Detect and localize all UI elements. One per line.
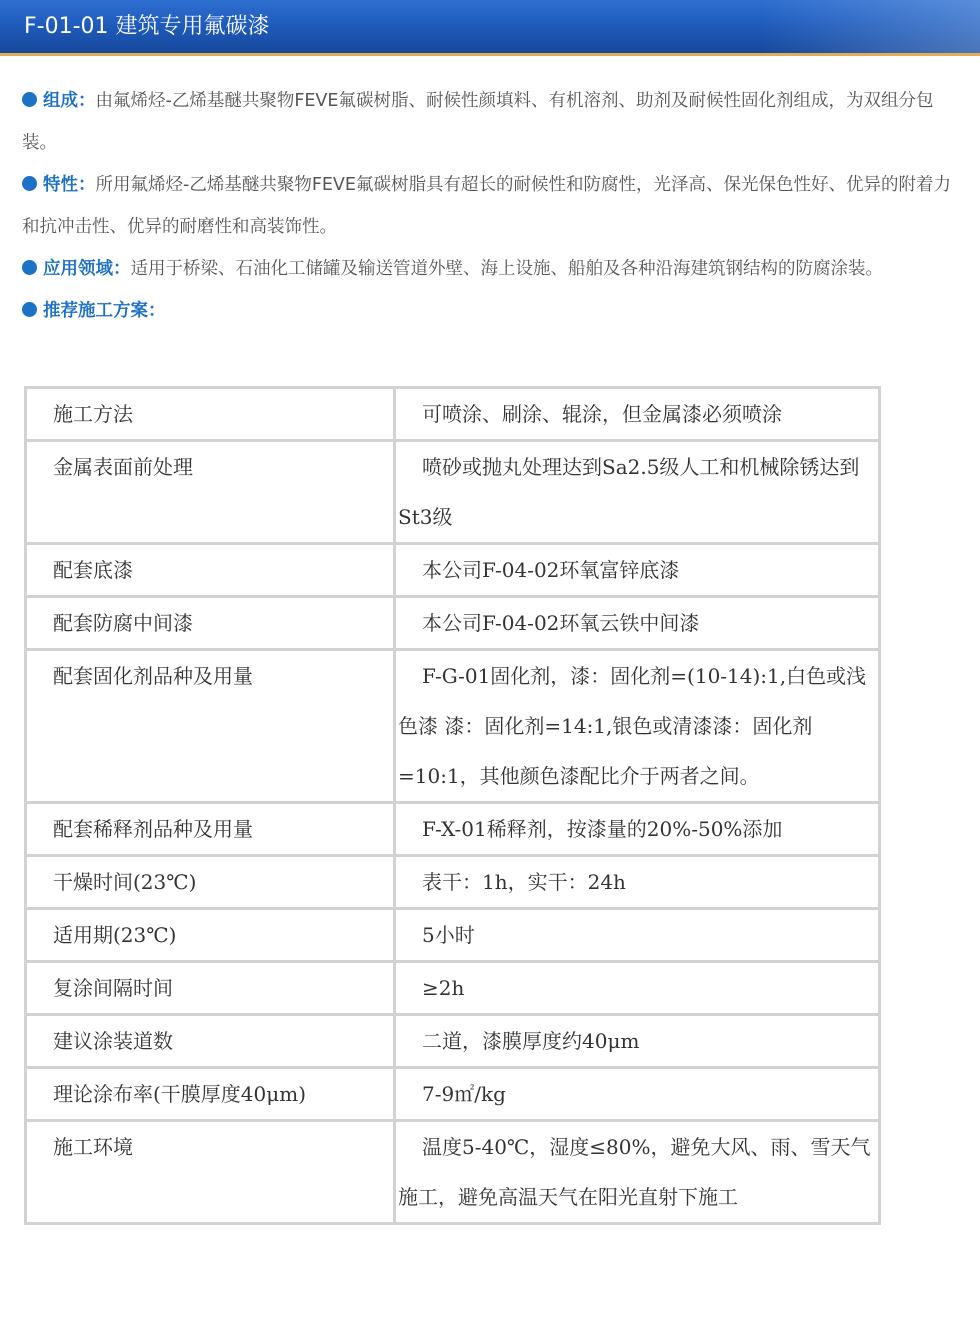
- property-cell: 施工方法: [27, 389, 393, 439]
- table-row: [27, 545, 878, 595]
- composition-paragraph: [22, 80, 952, 164]
- scheme-paragraph: [22, 290, 952, 332]
- table-row: [27, 804, 878, 854]
- value-cell: ≥2h: [396, 963, 878, 1013]
- application-text: 适用于桥梁、石油化工储罐及输送管道外壁、海上设施、船舶及各种沿海建筑钢结构的防腐涂装。: [130, 259, 883, 279]
- table-row: [27, 442, 878, 542]
- property-cell: 金属表面前处理: [27, 442, 393, 542]
- bullet-dot-icon: [22, 92, 37, 107]
- value-cell: 本公司F-04-02环氧云铁中间漆: [396, 598, 878, 648]
- property-cell: 建议涂装道数: [27, 1016, 393, 1066]
- bullet-dot-icon: [22, 176, 37, 191]
- composition-label: 组成：: [43, 91, 96, 111]
- construction-scheme-table: [24, 386, 881, 1225]
- property-cell: 复涂间隔时间: [27, 963, 393, 1013]
- table-row: [27, 1069, 878, 1119]
- property-cell: 配套固化剂品种及用量: [27, 651, 393, 801]
- table-row: [27, 963, 878, 1013]
- banner-glow: [760, 0, 980, 53]
- value-cell: F-G-01固化剂，漆：固化剂=(10-14):1,白色或浅色漆 漆：固化剂=14:1,银色或清漆漆：固化剂=10:1，其他颜色漆配比介于两者之间。: [396, 651, 878, 801]
- value-cell: 二道，漆膜厚度约40μm: [396, 1016, 878, 1066]
- table-row: [27, 857, 878, 907]
- value-cell: 本公司F-04-02环氧富锌底漆: [396, 545, 878, 595]
- value-cell: 7-9㎡/kg: [396, 1069, 878, 1119]
- application-paragraph: [22, 248, 952, 290]
- value-cell: 喷砂或抛丸处理达到Sa2.5级人工和机械除锈达到St3级: [396, 442, 878, 542]
- product-intro: [22, 80, 952, 332]
- bullet-dot-icon: [22, 260, 37, 275]
- property-cell: 干燥时间(23℃): [27, 857, 393, 907]
- properties-text: 所用氟烯烃-乙烯基醚共聚物FEVE氟碳树脂具有超长的耐候性和防腐性，光泽高、保光保色性好、优异的附着力和抗冲击性、优异的耐磨性和高装饰性。: [22, 175, 951, 237]
- table-row: [27, 1016, 878, 1066]
- page-title: F-01-01 建筑专用氟碳漆: [24, 14, 270, 39]
- value-cell: 可喷涂、刷涂、辊涂，但金属漆必须喷涂: [396, 389, 878, 439]
- value-cell: F-X-01稀释剂，按漆量的20%-50%添加: [396, 804, 878, 854]
- table-row: [27, 910, 878, 960]
- application-label: 应用领域：: [43, 259, 131, 279]
- value-cell: 表干：1h，实干：24h: [396, 857, 878, 907]
- table-row: [27, 651, 878, 801]
- value-cell: 温度5-40℃，湿度≤80%，避免大风、雨、雪天气施工，避免高温天气在阳光直射下施工: [396, 1122, 878, 1222]
- value-cell: 5小时: [396, 910, 878, 960]
- composition-text: 由氟烯烃-乙烯基醚共聚物FEVE氟碳树脂、耐候性颜填料、有机溶剂、助剂及耐候性固化剂组成，为双组分包装。: [22, 91, 934, 153]
- property-cell: 配套底漆: [27, 545, 393, 595]
- property-cell: 配套稀释剂品种及用量: [27, 804, 393, 854]
- scheme-label: 推荐施工方案：: [43, 301, 166, 321]
- table-row: [27, 1122, 878, 1222]
- property-cell: 适用期(23℃): [27, 910, 393, 960]
- property-cell: 理论涂布率(干膜厚度40μm): [27, 1069, 393, 1119]
- bullet-dot-icon: [22, 302, 37, 317]
- table-row: [27, 389, 878, 439]
- property-cell: 施工环境: [27, 1122, 393, 1222]
- properties-label: 特性：: [43, 175, 96, 195]
- title-banner: [0, 0, 980, 56]
- properties-paragraph: [22, 164, 952, 248]
- table-row: [27, 598, 878, 648]
- property-cell: 配套防腐中间漆: [27, 598, 393, 648]
